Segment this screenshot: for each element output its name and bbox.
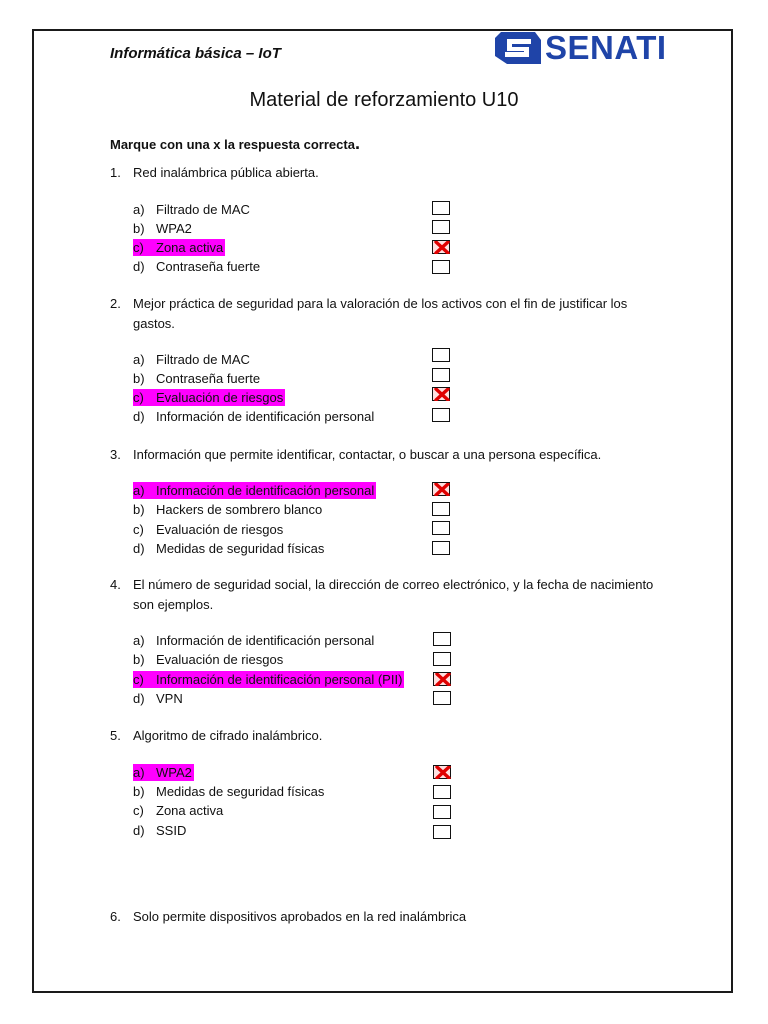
answer-checkbox-3b[interactable]: [432, 502, 450, 516]
answer-checkbox-1a[interactable]: [432, 201, 450, 215]
answer-checkbox-5c[interactable]: [433, 805, 451, 819]
option-3a: a) Información de identificación personal: [133, 483, 375, 498]
question-number: 3.: [110, 447, 121, 462]
answer-checkbox-2b[interactable]: [432, 368, 450, 382]
option-1a: a) Filtrado de MAC: [133, 202, 250, 217]
senati-logo: [493, 28, 683, 68]
x-mark-icon: [435, 766, 451, 779]
question-text: Solo permite dispositivos aprobados en la red inalámbrica: [133, 909, 467, 924]
question-text: El número de seguridad social, la dirección de correo electrónico, y la fecha de nacimiento son ejemplos.: [133, 577, 654, 612]
question-text: Red inalámbrica pública abierta.: [133, 165, 319, 180]
option-5c: c) Zona activa: [133, 803, 224, 818]
answer-checkbox-1d[interactable]: [432, 260, 450, 274]
answer-checkbox-2d[interactable]: [432, 408, 450, 422]
x-mark-icon: [434, 483, 450, 496]
answer-checkbox-4d[interactable]: [433, 691, 451, 705]
x-mark-icon: [434, 241, 450, 254]
answer-checkbox-3c[interactable]: [432, 521, 450, 535]
answer-checkbox-2c[interactable]: [432, 387, 450, 401]
question-number: 5.: [110, 728, 121, 743]
question-number: 6.: [110, 909, 121, 924]
option-3b: b) Hackers de sombrero blanco: [133, 502, 323, 517]
option-2d: d) Información de identificación personal: [133, 409, 375, 424]
option-5a: a) WPA2: [133, 765, 192, 780]
option-2b: b) Contraseña fuerte: [133, 371, 261, 386]
option-3c: c) Evaluación de riesgos: [133, 522, 284, 537]
option-3d: d) Medidas de seguridad físicas: [133, 541, 325, 556]
option-1d: d) Contraseña fuerte: [133, 259, 261, 274]
question-text: Información que permite identificar, contactar, o buscar a una persona específica.: [133, 447, 602, 462]
option-5d: d) SSID: [133, 823, 187, 838]
option-4c: c) Información de identificación personal (PII): [133, 672, 403, 687]
answer-checkbox-4b[interactable]: [433, 652, 451, 666]
question-number: 4.: [110, 577, 121, 592]
instruction-text: Marque con una x la respuesta correcta.: [110, 133, 360, 153]
answer-checkbox-1b[interactable]: [432, 220, 450, 234]
question-text: Mejor práctica de seguridad para la valoración de los activos con el fin de justificar los gastos.: [133, 296, 628, 331]
senati-wordmark: SENATI: [545, 29, 667, 66]
answer-checkbox-2a[interactable]: [432, 348, 450, 362]
option-2a: a) Filtrado de MAC: [133, 352, 250, 367]
option-4b: b) Evaluación de riesgos: [133, 652, 284, 667]
course-name: Informática básica – IoT: [110, 45, 281, 62]
x-mark-icon: [434, 388, 450, 401]
answer-checkbox-4c[interactable]: [433, 672, 451, 686]
option-2c: c) Evaluación de riesgos: [133, 390, 284, 405]
question-text: Algoritmo de cifrado inalámbrico.: [133, 728, 323, 743]
option-4a: a) Información de identificación personal: [133, 633, 375, 648]
answer-checkbox-3d[interactable]: [432, 541, 450, 555]
question-number: 2.: [110, 296, 121, 311]
answer-checkbox-5a[interactable]: [433, 765, 451, 779]
answer-checkbox-1c[interactable]: [432, 240, 450, 254]
option-1c: c) Zona activa: [133, 240, 224, 255]
answer-checkbox-5d[interactable]: [433, 825, 451, 839]
page-title: Material de reforzamiento U10: [249, 89, 519, 111]
question-number: 1.: [110, 165, 121, 180]
option-4d: d) VPN: [133, 691, 183, 706]
answer-checkbox-4a[interactable]: [433, 632, 451, 646]
senati-emblem-icon: [493, 28, 543, 68]
answer-checkbox-5b[interactable]: [433, 785, 451, 799]
answer-checkbox-3a[interactable]: [432, 482, 450, 496]
x-mark-icon: [435, 673, 451, 686]
option-5b: b) Medidas de seguridad físicas: [133, 784, 325, 799]
option-1b: b) WPA2: [133, 221, 192, 236]
